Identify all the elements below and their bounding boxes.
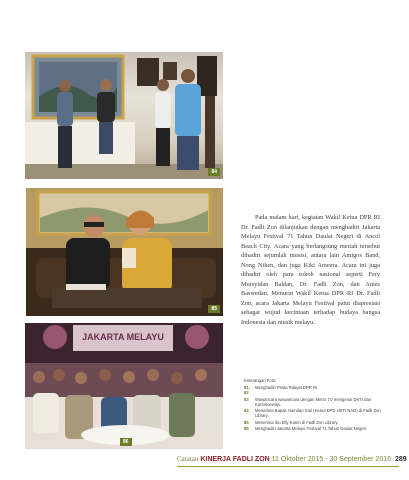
captions-title: Keterangan Foto: xyxy=(244,378,277,383)
caption-id: 84 xyxy=(244,408,249,414)
caption-item xyxy=(244,397,384,407)
photo-meeting-library-image xyxy=(25,52,223,179)
body-paragraph: Pada malam hari, kegiatan Wakil Ketua DPR RI Dr. Fadli Zon dilanjutkan dengan menghadiri Jakarta Melayu Festival 71 Tahun Daulat Negeri di Ancol Beach City. Acara yang berlangsung meriah tersebut dihadiri sejumlah musisi, antara lain Amigos Band, Nong Niken, dan juga Kiki Ameera. Acara ini juga dihadiri oleh para tokoh nasional seperti Fery Mursyidan Baldan, Dr. Fadli Zon, dan Anies Baswedan. Menurut Wakil Ketua DPR RI Dr. Fadli Zon, acara Jakarta Melayu Festival patut diapresiasi sebagai wujud kecintaan terhadap budaya bangsa Indonesia dan musik melayu. xyxy=(241,214,380,326)
caption-item xyxy=(244,385,384,395)
photo-ibu-elly-karim-image xyxy=(26,188,223,316)
caption-item xyxy=(244,420,384,425)
caption-item xyxy=(244,426,384,431)
festival-banner-text: JAKARTA MELAYU xyxy=(82,332,164,342)
photo-jakarta-melayu-festival xyxy=(25,323,223,449)
photo-captions xyxy=(244,378,384,433)
caption-text: Menghadiri Pesta Rakyat DPR RI. xyxy=(255,385,319,390)
caption-id: 86 xyxy=(244,426,249,432)
caption-text: Menerima Bapak Hamdan Sati (Ketua DPD HKTI NAD) di Fadli Zon Library. xyxy=(255,408,381,419)
caption-id: 83 xyxy=(244,396,249,402)
caption-text: Menghadiri Jakarta Melayu Festival 71 Tahun Daulat Negeri. xyxy=(255,426,368,432)
caption-text: Wawancara wawancara dengan Metro TV mengenai DKTI dan Kartosoewirjo. xyxy=(255,396,372,407)
footer-brand: KINERJA FADLI ZON xyxy=(200,456,270,463)
photo-ibu-elly-karim xyxy=(26,188,223,316)
caption-id: 81, 82 xyxy=(244,385,250,395)
photo-jakarta-melayu-festival-image xyxy=(25,323,223,449)
caption-item xyxy=(244,408,384,418)
photo-number-badge: 84 xyxy=(208,168,220,176)
footer-prefix: Catatan xyxy=(177,455,199,463)
caption-text: Menerima Ibu Elly Karim di Fadli Zon Library. xyxy=(255,419,339,425)
photo-number-badge: 85 xyxy=(208,305,220,313)
footer-date-range: 11 Oktober 2015 - 30 September 2016 xyxy=(271,456,391,463)
photo-number-badge: 86 xyxy=(120,438,132,446)
footer-divider xyxy=(177,466,399,467)
photo-meeting-library xyxy=(25,52,223,179)
caption-id: 85 xyxy=(244,419,249,425)
page-number: 289 xyxy=(394,456,407,463)
